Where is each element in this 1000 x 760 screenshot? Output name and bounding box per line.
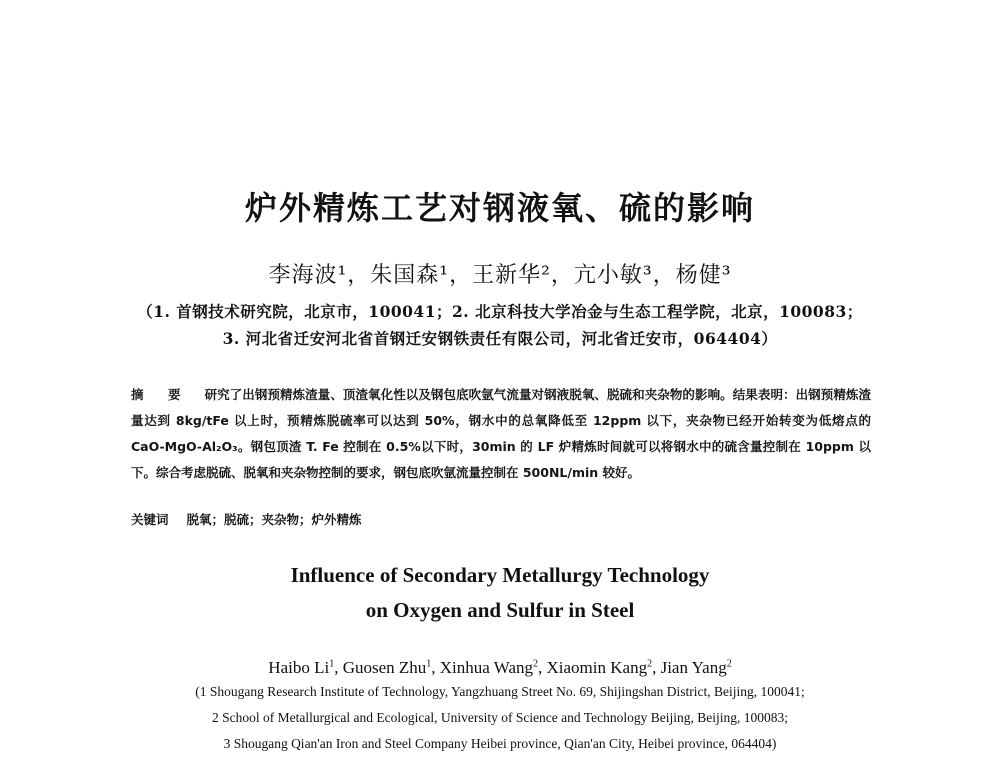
chinese-abstract — [131, 382, 871, 486]
english-authors: Haibo Li$^1$, Guosen Zhu$^1$, Xinhua Wang$^2$, Xiaomin Kang$^2$, Jian Yang$^2$ — [268, 658, 732, 677]
english-affiliation-line-3: 3 Shougang Qian'an Iron and Steel Company Heibei province, Qian'an City, Heibei province, 064404) — [223, 736, 777, 751]
chinese-affiliation-line-1: （1. 首钢技术研究院，北京市，100041；2. 北京科技大学冶金与生态工程学院，北京，100083； — [137, 302, 863, 321]
author-affiliation-mark: 2 — [533, 658, 538, 670]
english-title-line-1: Influence of Secondary Metallurgy Technology — [290, 563, 710, 587]
author-affiliation-mark: 2 — [647, 658, 653, 670]
chinese-affiliation-line-2: 3. 河北省迁安河北省首钢迁安钢铁责任有限公司，河北省迁安市，064404） — [222, 329, 778, 348]
author-affiliation-mark: 1 — [426, 658, 432, 670]
author-affiliation-mark: 1 — [329, 658, 335, 670]
chinese-keywords — [131, 510, 362, 528]
english-affiliation-line-2: 2 School of Metallurgical and Ecological, University of Science and Technology Beijing, Beijing, 100083; — [212, 710, 788, 725]
author-name: Guosen Zhu — [342, 658, 427, 677]
abstract-text: 研究了出钢预精炼渣量、顶渣氧化性以及钢包底吹氩气流量对钢液脱氧、脱硫和夹杂物的影响。结果表明：出钢预精炼渣量达到 8kg/tFe 以上时，预精炼脱硫率可以达到 50%，钢水中的总氧降低至 12ppm 以下，夹杂物已经开始转变为低熔点的 CaO-MgO-Al₂O₃。钢包顶渣 T. Fe 控制在 0.5%以下时，30min 的 LF 炉精炼时间就可以将钢水中的硫含量控制在 10ppm 以下。综合考虑脱硫、脱氧和夹杂物控制的要求，钢包底吹氩流量控制在 500NL/min 较好。 — [131, 387, 871, 480]
author-name: Xiaomin Kang — [546, 658, 648, 677]
keywords-label: 关键词 — [131, 512, 169, 527]
chinese-authors: 李海波¹，朱国森¹，王新华²，亢小敏³，杨健³ — [268, 263, 732, 288]
author-name: Jian Yang — [660, 658, 727, 677]
english-title-line-2: on Oxygen and Sulfur in Steel — [365, 598, 635, 622]
author-name: Haibo Li — [268, 658, 330, 677]
keywords-text: 脱氧；脱硫；夹杂物；炉外精炼 — [186, 512, 362, 527]
abstract-label: 摘 要 — [131, 387, 191, 402]
chinese-title: 炉外精炼工艺对钢液氧、硫的影响 — [244, 189, 755, 227]
author-name: Xinhua Wang — [439, 658, 533, 677]
english-affiliation-line-1: (1 Shougang Research Institute of Technology, Yangzhuang Street No. 69, Shijingshan District, Beijing, 100041; — [195, 684, 805, 699]
author-affiliation-mark: 2 — [726, 658, 732, 670]
